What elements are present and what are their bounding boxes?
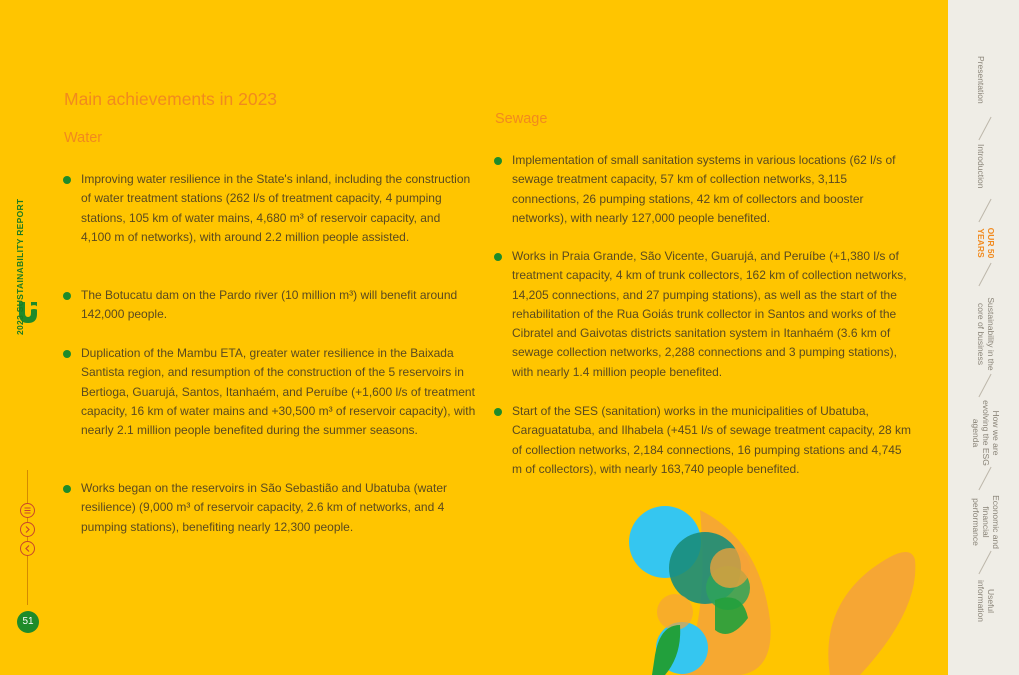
nav-esg-agenda[interactable]: How we are evolving the ESG agenda <box>971 400 1001 466</box>
sewage-item-3: Start of the SES (sanitation) works in the municipalities of Ubatuba, Caraguatatuba, and Ilhabela (+451 l/s of sewage treatment capacity, 28 km of collection networks, 2,184 connections, 16 pumping stations and 4,745 m of collectors), with nearly 163,740 people benefited. <box>512 402 912 479</box>
sewage-item-1: Implementation of small sanitation systems in various locations (62 l/s of sewage treatment capacity, 57 km of collection networks, 3,115 connections, 26 pumping stations, 42 km of collectors and booster networks), with nearly 127,000 people benefited. <box>512 151 912 228</box>
bullet-dot <box>63 176 71 184</box>
nav-useful-information[interactable]: Useful information <box>976 579 996 623</box>
water-heading: Water <box>64 130 103 146</box>
nav-our-50-years[interactable]: OUR 50 YEARS <box>976 227 996 259</box>
water-item-4: Works began on the reservoirs in São Sebastião and Ubatuba (water resilience) (9,000 m³ of reservoir capacity, 2.6 km of networks, and 4 pumping stations), benefiting nearly 12,300 people. <box>81 479 471 537</box>
previous-icon[interactable] <box>20 541 35 556</box>
nav-introduction[interactable]: Introduction <box>976 144 986 189</box>
nav-sustainability-core[interactable]: Sustainability in the core of business <box>976 297 996 371</box>
menu-icon[interactable] <box>20 503 35 518</box>
water-item-2: The Botucatu dam on the Pardo river (10 million m³) will benefit around 142,000 people. <box>81 286 471 325</box>
nav-presentation[interactable]: Presentation <box>976 56 986 104</box>
decorative-shapes <box>620 500 948 675</box>
bullet-dot <box>63 350 71 358</box>
bullet-dot <box>494 253 502 261</box>
bullet-dot <box>63 485 71 493</box>
water-item-1: Improving water resilience in the State's inland, including the construction of water treatment stations (262 l/s of treatment capacity, 4 pumping stations, 105 km of water mains, 4,680 m³ of reservoir capacity, and 4,100 m of networks), with around 2.2 million people assisted. <box>81 170 471 247</box>
report-label: 2023 SUSTAINABILITY REPORT <box>15 198 25 335</box>
page-title: Main achievements in 2023 <box>64 89 278 109</box>
sewage-heading: Sewage <box>495 111 548 127</box>
page-number: 51 <box>17 611 39 633</box>
next-icon[interactable] <box>20 522 35 537</box>
water-item-3: Duplication of the Mambu ETA, greater water resilience in the Baixada Santista region, and resumption of the construction of the 5 reservoirs in Bertioga, Guarujá, Santos, Itanhaém, and Peruíbe (+1,600 l/s of treatment capacity, 16 km of water mains and +30,500 m³ of reservoir capacity), with nearly 2.1 million people benefited during the summer seasons. <box>81 344 476 440</box>
sewage-item-2: Works in Praia Grande, São Vicente, Guarujá, and Peruíbe (+1,380 l/s of treatment capacity, 4 km of trunk collectors, 162 km of collection networks, 14,205 connections, and 27 pumping stations), as well as the start of the rehabilitation of the Rua Goiás trunk collector in Santos and works of the Cibratel and Gaivotas districts sanitation system in Itanhaém (3.6 km of sewage collection networks, 2,288 connections and 3 pumping stations), with nearly 1.4 million people benefited. <box>512 247 912 382</box>
left-rail <box>14 300 44 640</box>
bullet-dot <box>63 292 71 300</box>
nav-economic-performance[interactable]: Economic and financial performance <box>971 495 1001 549</box>
bullet-dot <box>494 157 502 165</box>
rail-line <box>27 470 28 605</box>
bullet-dot <box>494 408 502 416</box>
